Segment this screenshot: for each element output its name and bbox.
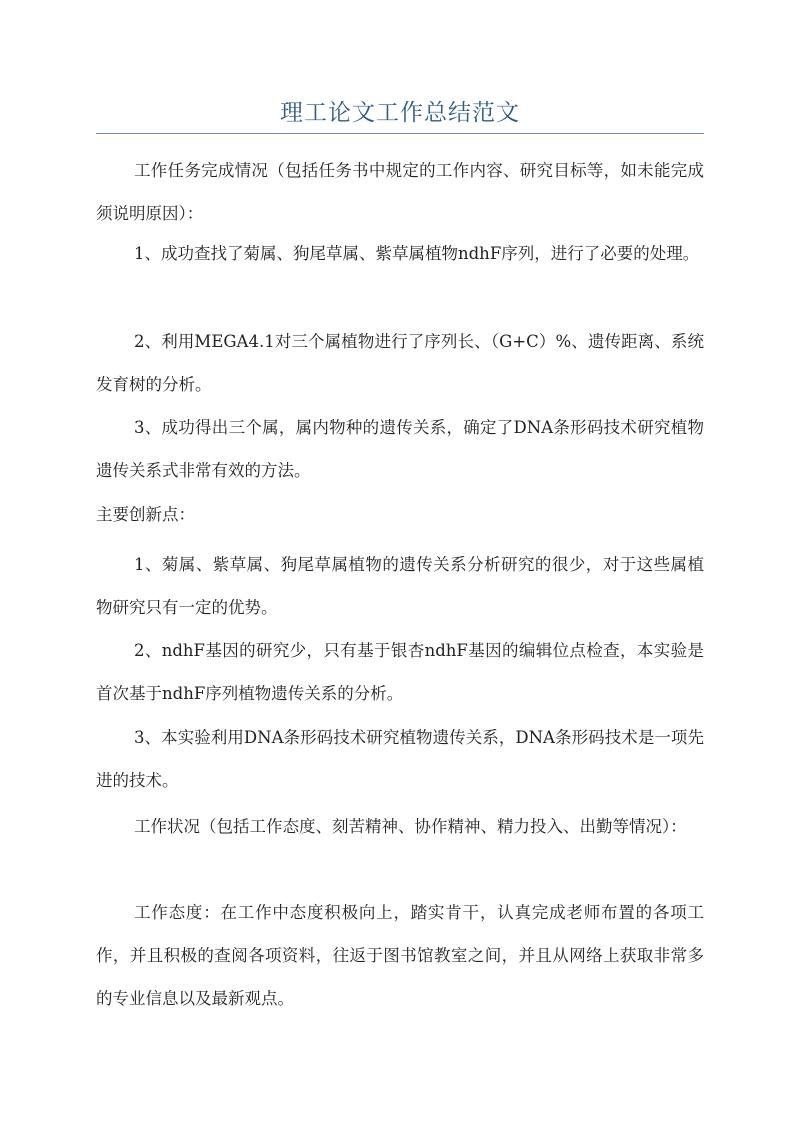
paragraph-innovation-1: 1、菊属、紫草属、狗尾草属植物的遗传关系分析研究的很少，对于这些属植物研究只有一定的优势。 (96, 555, 704, 617)
paragraph-work-attitude: 工作态度：在工作中态度积极向上，踏实肯干，认真完成老师布置的各项工作，并且积极的查阅各项资料，往返于图书馆教室之间，并且从网络上获取非常多的专业信息以及最新观点。 (96, 903, 704, 1008)
paragraph-innovation-2: 2、ndhF基因的研究少，只有基于银杏ndhF基因的编辑位点检查，本实验是首次基于ndhF序列植物遗传关系的分析。 (96, 641, 704, 703)
paragraph-innovations-heading: 主要创新点： (96, 505, 195, 524)
paragraph-item-2: 2、利用MEGA4.1对三个属植物进行了序列长、（G+C）%、遗传距离、系统发育树的分析。 (96, 332, 704, 394)
document-title: 理工论文工作总结范文 (280, 100, 520, 126)
paragraph-innovation-3: 3、本实验利用DNA条形码技术研究植物遗传关系，DNA条形码技术是一项先进的技术。 (96, 728, 704, 790)
paragraph-item-1: 1、成功查找了菊属、狗尾草属、紫草属植物ndhF序列，进行了必要的处理。 (134, 244, 700, 263)
paragraph-task-completion: 工作任务完成情况（包括任务书中规定的工作内容、研究目标等，如未能完成须说明原因）： (96, 161, 704, 223)
title-underline (96, 133, 704, 134)
paragraph-work-status: 工作状况（包括工作态度、刻苦精神、协作精神、精力投入、出勤等情况）： (134, 817, 687, 836)
paragraph-item-3: 3、成功得出三个属，属内物种的遗传关系，确定了DNA条形码技术研究植物遗传关系式非常有效的方法。 (96, 418, 704, 480)
